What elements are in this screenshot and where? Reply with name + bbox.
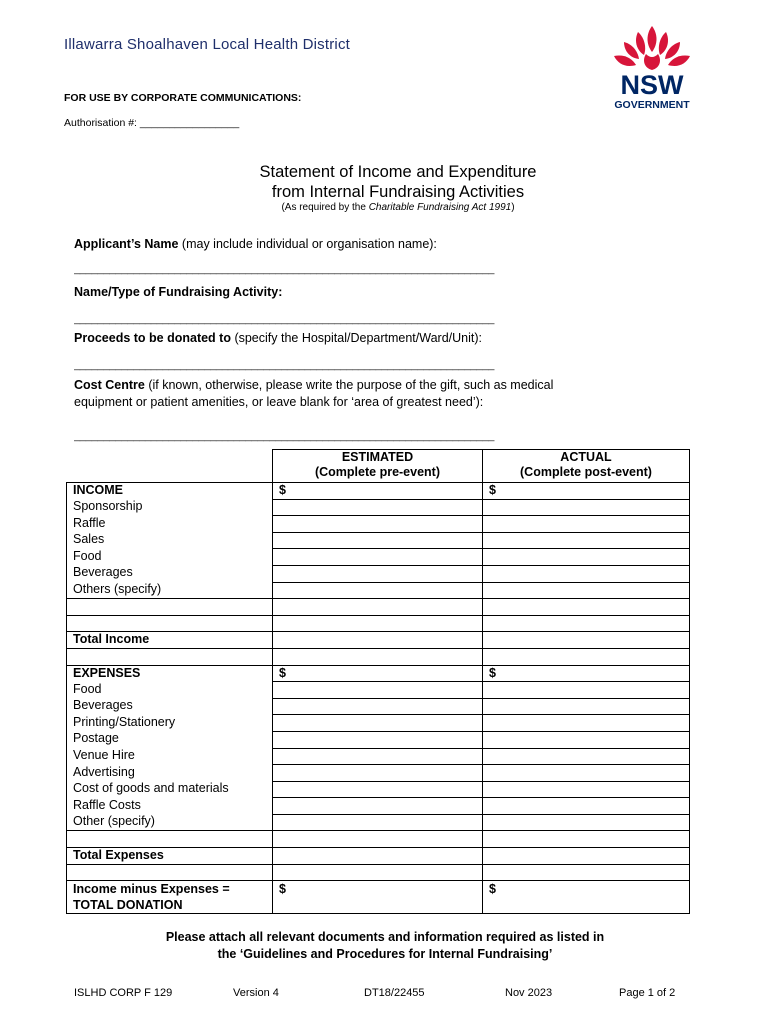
- estimated-cell[interactable]: [273, 582, 483, 599]
- table-row: [67, 864, 690, 881]
- table-row: [67, 798, 690, 815]
- actual-cell[interactable]: [483, 781, 690, 798]
- table-row: [67, 582, 690, 599]
- income-item: Sponsorship: [67, 499, 273, 516]
- activity-input[interactable]: _______________________________________________________________________: [74, 313, 495, 325]
- actual-total-income[interactable]: [483, 632, 690, 649]
- table-row: [67, 848, 690, 865]
- form-subtitle: (As required by the Charitable Fundraising Act 1991): [281, 202, 515, 213]
- footer-version: Version 4: [233, 987, 279, 999]
- estimated-currency[interactable]: $: [273, 665, 483, 682]
- income-item: Sales: [67, 532, 273, 549]
- table-row: [67, 615, 690, 632]
- estimated-cell[interactable]: [273, 781, 483, 798]
- applicant-name-label: Applicant’s Name (may include individual or organisation name):: [74, 237, 437, 251]
- cost-centre-hint: equipment or patient amenities, or leave blank for ‘area of greatest need’):: [74, 395, 484, 409]
- table-row: [67, 698, 690, 715]
- expense-item: Advertising: [67, 765, 273, 782]
- proceeds-input[interactable]: _______________________________________________________________________: [74, 359, 495, 371]
- blank-item[interactable]: [67, 831, 273, 848]
- blank-item[interactable]: [67, 615, 273, 632]
- corporate-use-label: FOR USE BY CORPORATE COMMUNICATIONS:: [64, 92, 302, 104]
- estimated-cell[interactable]: [273, 682, 483, 699]
- actual-cell[interactable]: [483, 615, 690, 632]
- actual-cell[interactable]: [483, 565, 690, 582]
- expense-item: Food: [67, 682, 273, 699]
- table-header-row: [67, 450, 690, 483]
- estimated-cell[interactable]: [273, 698, 483, 715]
- actual-currency[interactable]: $: [483, 483, 690, 500]
- table-row: [67, 532, 690, 549]
- estimated-cell[interactable]: [273, 565, 483, 582]
- activity-label: Name/Type of Fundraising Activity:: [74, 285, 283, 299]
- footer-form-code: ISLHD CORP F 129: [74, 987, 173, 999]
- blank-item[interactable]: [67, 599, 273, 616]
- estimated-total-donation[interactable]: $: [273, 881, 483, 914]
- table-row: [67, 516, 690, 533]
- expenses-heading: EXPENSES: [67, 665, 273, 682]
- estimated-cell[interactable]: [273, 765, 483, 782]
- expense-item: Other (specify): [67, 814, 273, 831]
- estimated-cell[interactable]: [273, 814, 483, 831]
- table-row: [67, 682, 690, 699]
- estimated-cell[interactable]: [273, 748, 483, 765]
- estimated-cell[interactable]: [273, 615, 483, 632]
- actual-cell[interactable]: [483, 715, 690, 732]
- attachment-note: Please attach all relevant documents and information required as listed in the ‘Guidelines and Procedures for Internal Fundraising’: [165, 930, 605, 961]
- logo-nsw-text: NSW: [620, 70, 684, 100]
- estimated-cell[interactable]: [273, 499, 483, 516]
- table-row: [67, 549, 690, 566]
- actual-cell[interactable]: [483, 814, 690, 831]
- estimated-total-expenses[interactable]: [273, 848, 483, 865]
- proceeds-label: Proceeds to be donated to (specify the Hospital/Department/Ward/Unit):: [74, 331, 482, 345]
- footer-page: Page 1 of 2: [619, 987, 676, 999]
- estimated-currency[interactable]: $: [273, 483, 483, 500]
- total-expenses-label: Total Expenses: [67, 848, 273, 865]
- estimated-cell[interactable]: [273, 831, 483, 848]
- table-row: [67, 715, 690, 732]
- estimated-cell[interactable]: [273, 798, 483, 815]
- expense-item: Raffle Costs: [67, 798, 273, 815]
- table-row: [67, 831, 690, 848]
- logo-government-text: GOVERNMENT: [614, 99, 690, 111]
- table-row: [67, 748, 690, 765]
- estimated-header: ESTIMATED (Complete pre-event): [273, 450, 483, 483]
- expense-item: Postage: [67, 731, 273, 748]
- actual-currency[interactable]: $: [483, 665, 690, 682]
- actual-cell[interactable]: [483, 748, 690, 765]
- footer-date: Nov 2023: [505, 987, 553, 999]
- table-row: [67, 483, 690, 500]
- estimated-cell[interactable]: [273, 516, 483, 533]
- actual-cell[interactable]: [483, 798, 690, 815]
- actual-total-donation[interactable]: $: [483, 881, 690, 914]
- income-item: Others (specify): [67, 582, 273, 599]
- income-item: Raffle: [67, 516, 273, 533]
- expense-item: Cost of goods and materials: [67, 781, 273, 798]
- actual-cell[interactable]: [483, 831, 690, 848]
- form-title-line2: from Internal Fundraising Activities: [271, 183, 525, 201]
- table-row: [67, 881, 690, 914]
- actual-header: ACTUAL (Complete post-event): [483, 450, 690, 483]
- total-income-label: Total Income: [67, 632, 273, 649]
- table-row: [67, 599, 690, 616]
- income-item: Food: [67, 549, 273, 566]
- footer-reference: DT18/22455: [364, 987, 425, 999]
- expense-item: Beverages: [67, 698, 273, 715]
- table-row: [67, 648, 690, 665]
- cost-centre-input[interactable]: _______________________________________________________________________: [74, 430, 495, 442]
- actual-cell[interactable]: [483, 731, 690, 748]
- organisation-name: Illawarra Shoalhaven Local Health District: [64, 36, 351, 53]
- income-expenditure-table: [66, 449, 690, 914]
- waratah-flower-icon: [614, 26, 690, 70]
- total-donation-label: Income minus Expenses = TOTAL DONATION: [67, 881, 273, 914]
- table-row: [67, 499, 690, 516]
- actual-cell[interactable]: [483, 549, 690, 566]
- estimated-cell[interactable]: [273, 599, 483, 616]
- expense-item: Venue Hire: [67, 748, 273, 765]
- actual-cell[interactable]: [483, 516, 690, 533]
- cost-centre-label: Cost Centre (if known, otherwise, please write the purpose of the gift, such as medical: [74, 378, 554, 392]
- actual-cell[interactable]: [483, 682, 690, 699]
- table-row: [67, 632, 690, 649]
- estimated-total-income[interactable]: [273, 632, 483, 649]
- actual-cell[interactable]: [483, 532, 690, 549]
- table-row: [67, 665, 690, 682]
- income-heading: INCOME: [67, 483, 273, 500]
- actual-cell[interactable]: [483, 599, 690, 616]
- table-row: [67, 781, 690, 798]
- estimated-cell[interactable]: [273, 532, 483, 549]
- authorisation-field[interactable]: Authorisation #: _________________: [64, 117, 240, 129]
- table-row: [67, 565, 690, 582]
- actual-cell[interactable]: [483, 582, 690, 599]
- table-row: [67, 765, 690, 782]
- nsw-government-logo: [606, 24, 698, 116]
- table-row: [67, 731, 690, 748]
- income-item: Beverages: [67, 565, 273, 582]
- actual-cell[interactable]: [483, 698, 690, 715]
- expense-item: Printing/Stationery: [67, 715, 273, 732]
- estimated-cell[interactable]: [273, 549, 483, 566]
- estimated-cell[interactable]: [273, 715, 483, 732]
- actual-total-expenses[interactable]: [483, 848, 690, 865]
- form-title-line1: Statement of Income and Expenditure: [259, 163, 537, 181]
- actual-cell[interactable]: [483, 499, 690, 516]
- applicant-name-input[interactable]: _______________________________________________________________________: [74, 263, 495, 275]
- estimated-cell[interactable]: [273, 731, 483, 748]
- actual-cell[interactable]: [483, 765, 690, 782]
- table-row: [67, 814, 690, 831]
